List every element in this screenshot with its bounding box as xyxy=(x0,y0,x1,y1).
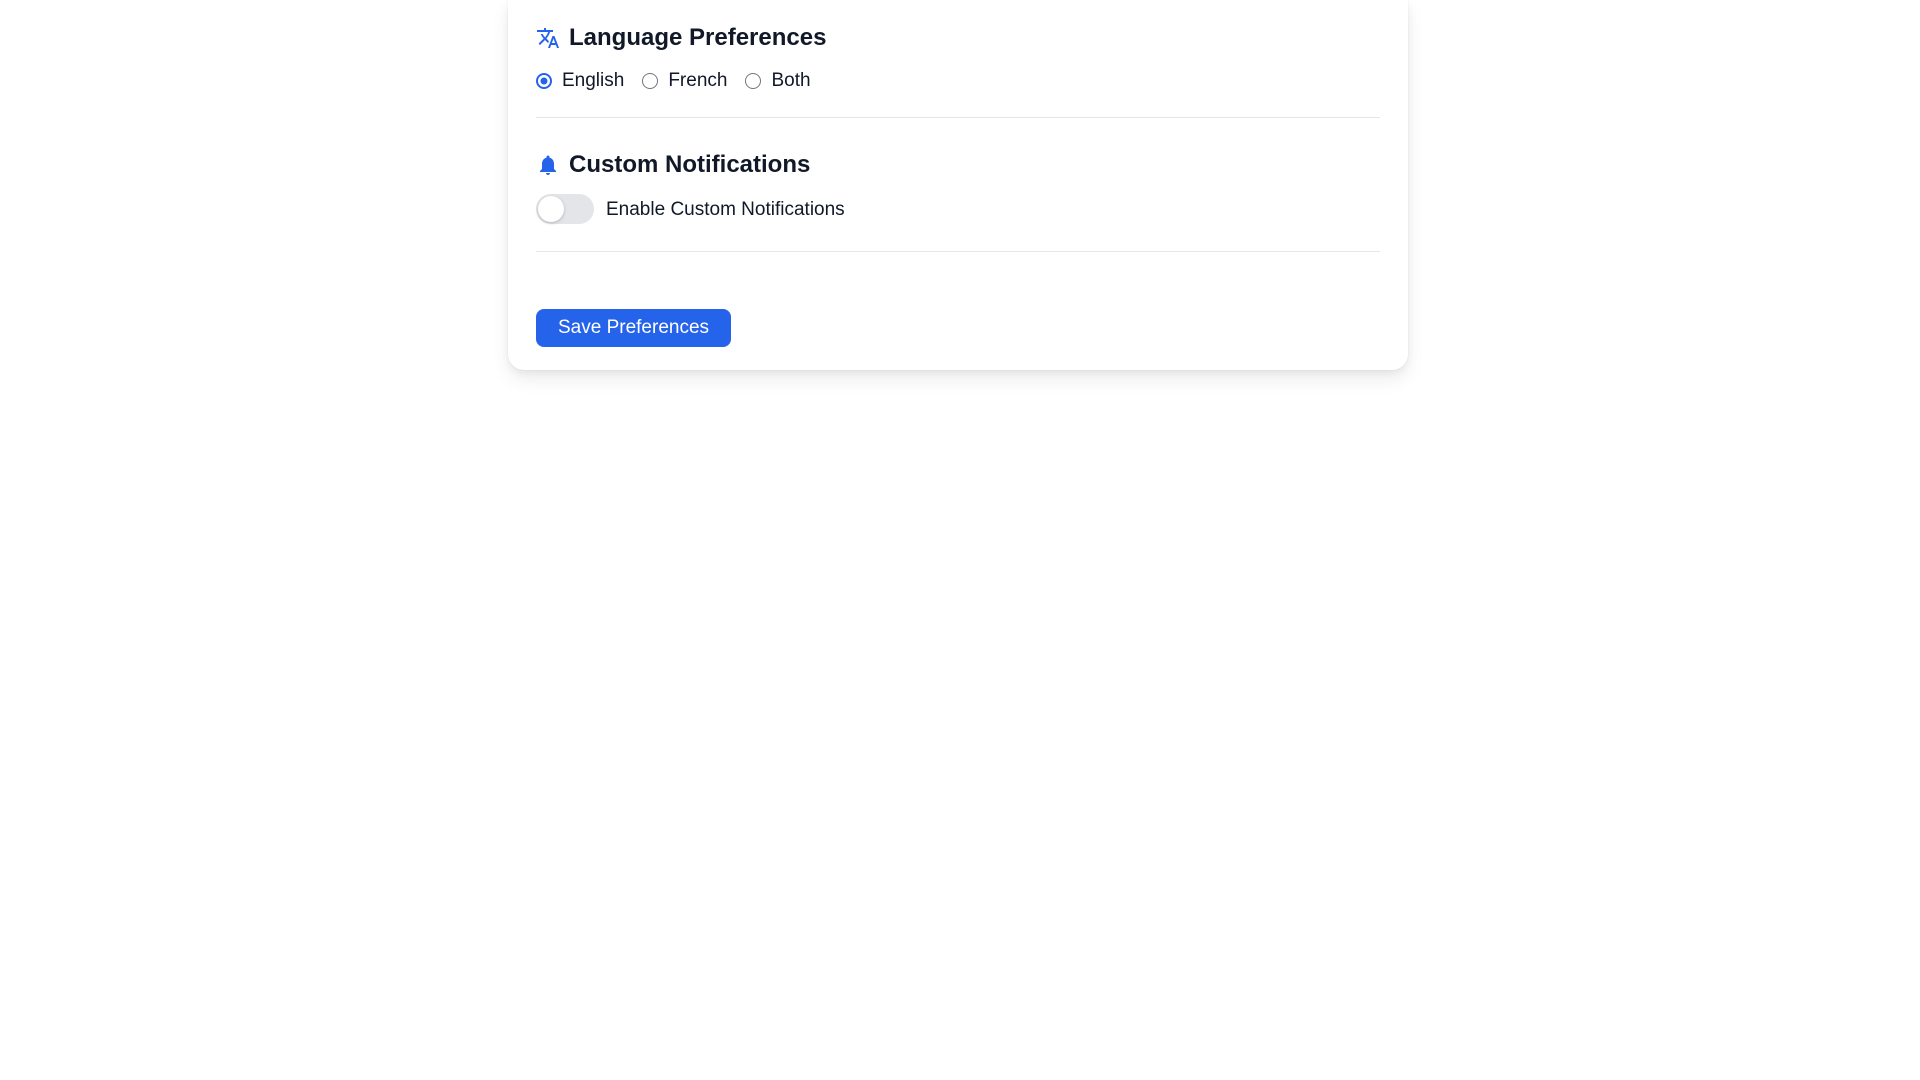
toggle-knob xyxy=(538,196,564,222)
radio-label-french: French xyxy=(668,70,728,91)
radio-english[interactable] xyxy=(536,73,552,89)
language-preferences-heading xyxy=(536,26,1380,50)
language-radio-group xyxy=(536,71,1380,90)
radio-option-english[interactable] xyxy=(536,71,624,90)
radio-option-both[interactable] xyxy=(745,71,810,90)
section-divider-2 xyxy=(536,251,1380,252)
enable-notifications-label: Enable Custom Notifications xyxy=(606,198,845,220)
radio-both[interactable] xyxy=(745,73,761,89)
radio-french[interactable] xyxy=(642,73,658,89)
enable-notifications-row xyxy=(536,194,1380,224)
bell-icon xyxy=(536,153,560,177)
language-preferences-section xyxy=(536,26,1380,90)
preferences-card xyxy=(508,0,1408,370)
section-title-text: Language Preferences xyxy=(569,24,827,51)
save-preferences-button[interactable]: Save Preferences xyxy=(536,309,731,347)
radio-label-both: Both xyxy=(771,70,811,91)
radio-label-english: English xyxy=(562,70,625,91)
section-divider-1 xyxy=(536,117,1380,118)
section-title-text: Custom Notifications xyxy=(569,151,811,178)
enable-notifications-toggle[interactable] xyxy=(536,194,594,224)
radio-option-french[interactable] xyxy=(642,71,727,90)
custom-notifications-section xyxy=(536,153,1380,224)
translate-icon xyxy=(536,26,560,50)
custom-notifications-heading xyxy=(536,153,1380,177)
